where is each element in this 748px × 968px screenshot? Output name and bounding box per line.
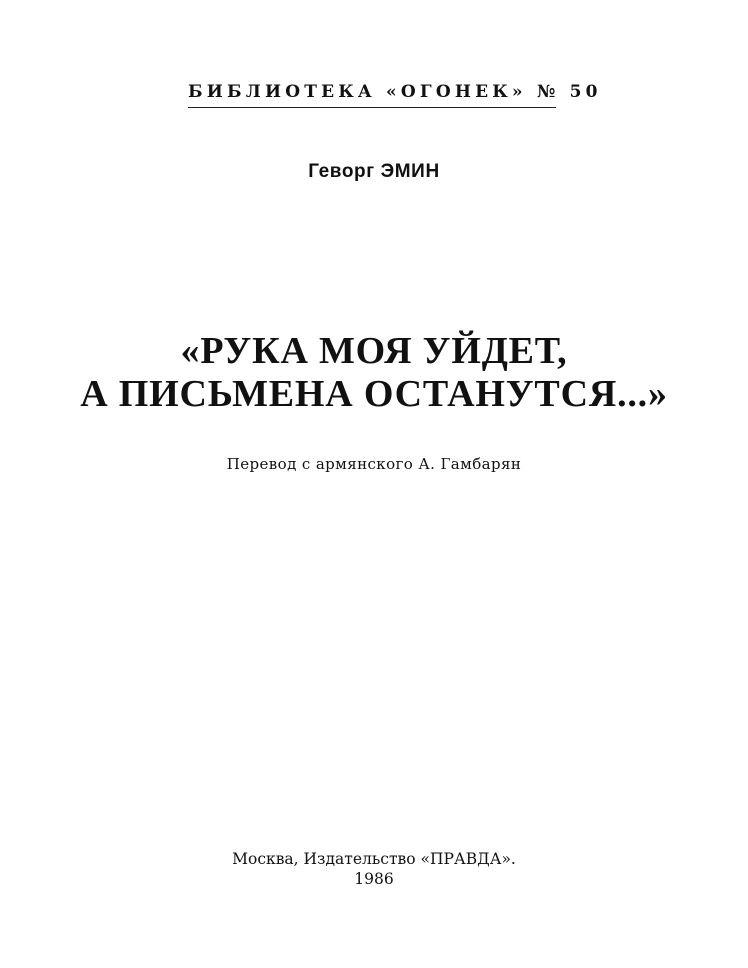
author-name: Геворг ЭМИН	[308, 161, 440, 182]
book-title-line-2: А ПИСЬМЕНА ОСТАНУТСЯ...»	[80, 373, 668, 415]
publisher-line: Москва, Издательство «ПРАВДА».	[232, 850, 516, 868]
series-heading: БИБЛИОТЕКА «ОГОНЕК» № 50	[188, 82, 602, 102]
series-underline	[188, 107, 556, 108]
translation-credit: Перевод с армянского А. Гамбарян	[226, 455, 522, 473]
book-title-line-1: «РУКА МОЯ УЙДЕТ,	[180, 330, 568, 372]
publication-year: 1986	[354, 870, 394, 888]
publisher-imprint	[0, 849, 748, 889]
book-title	[0, 330, 748, 416]
